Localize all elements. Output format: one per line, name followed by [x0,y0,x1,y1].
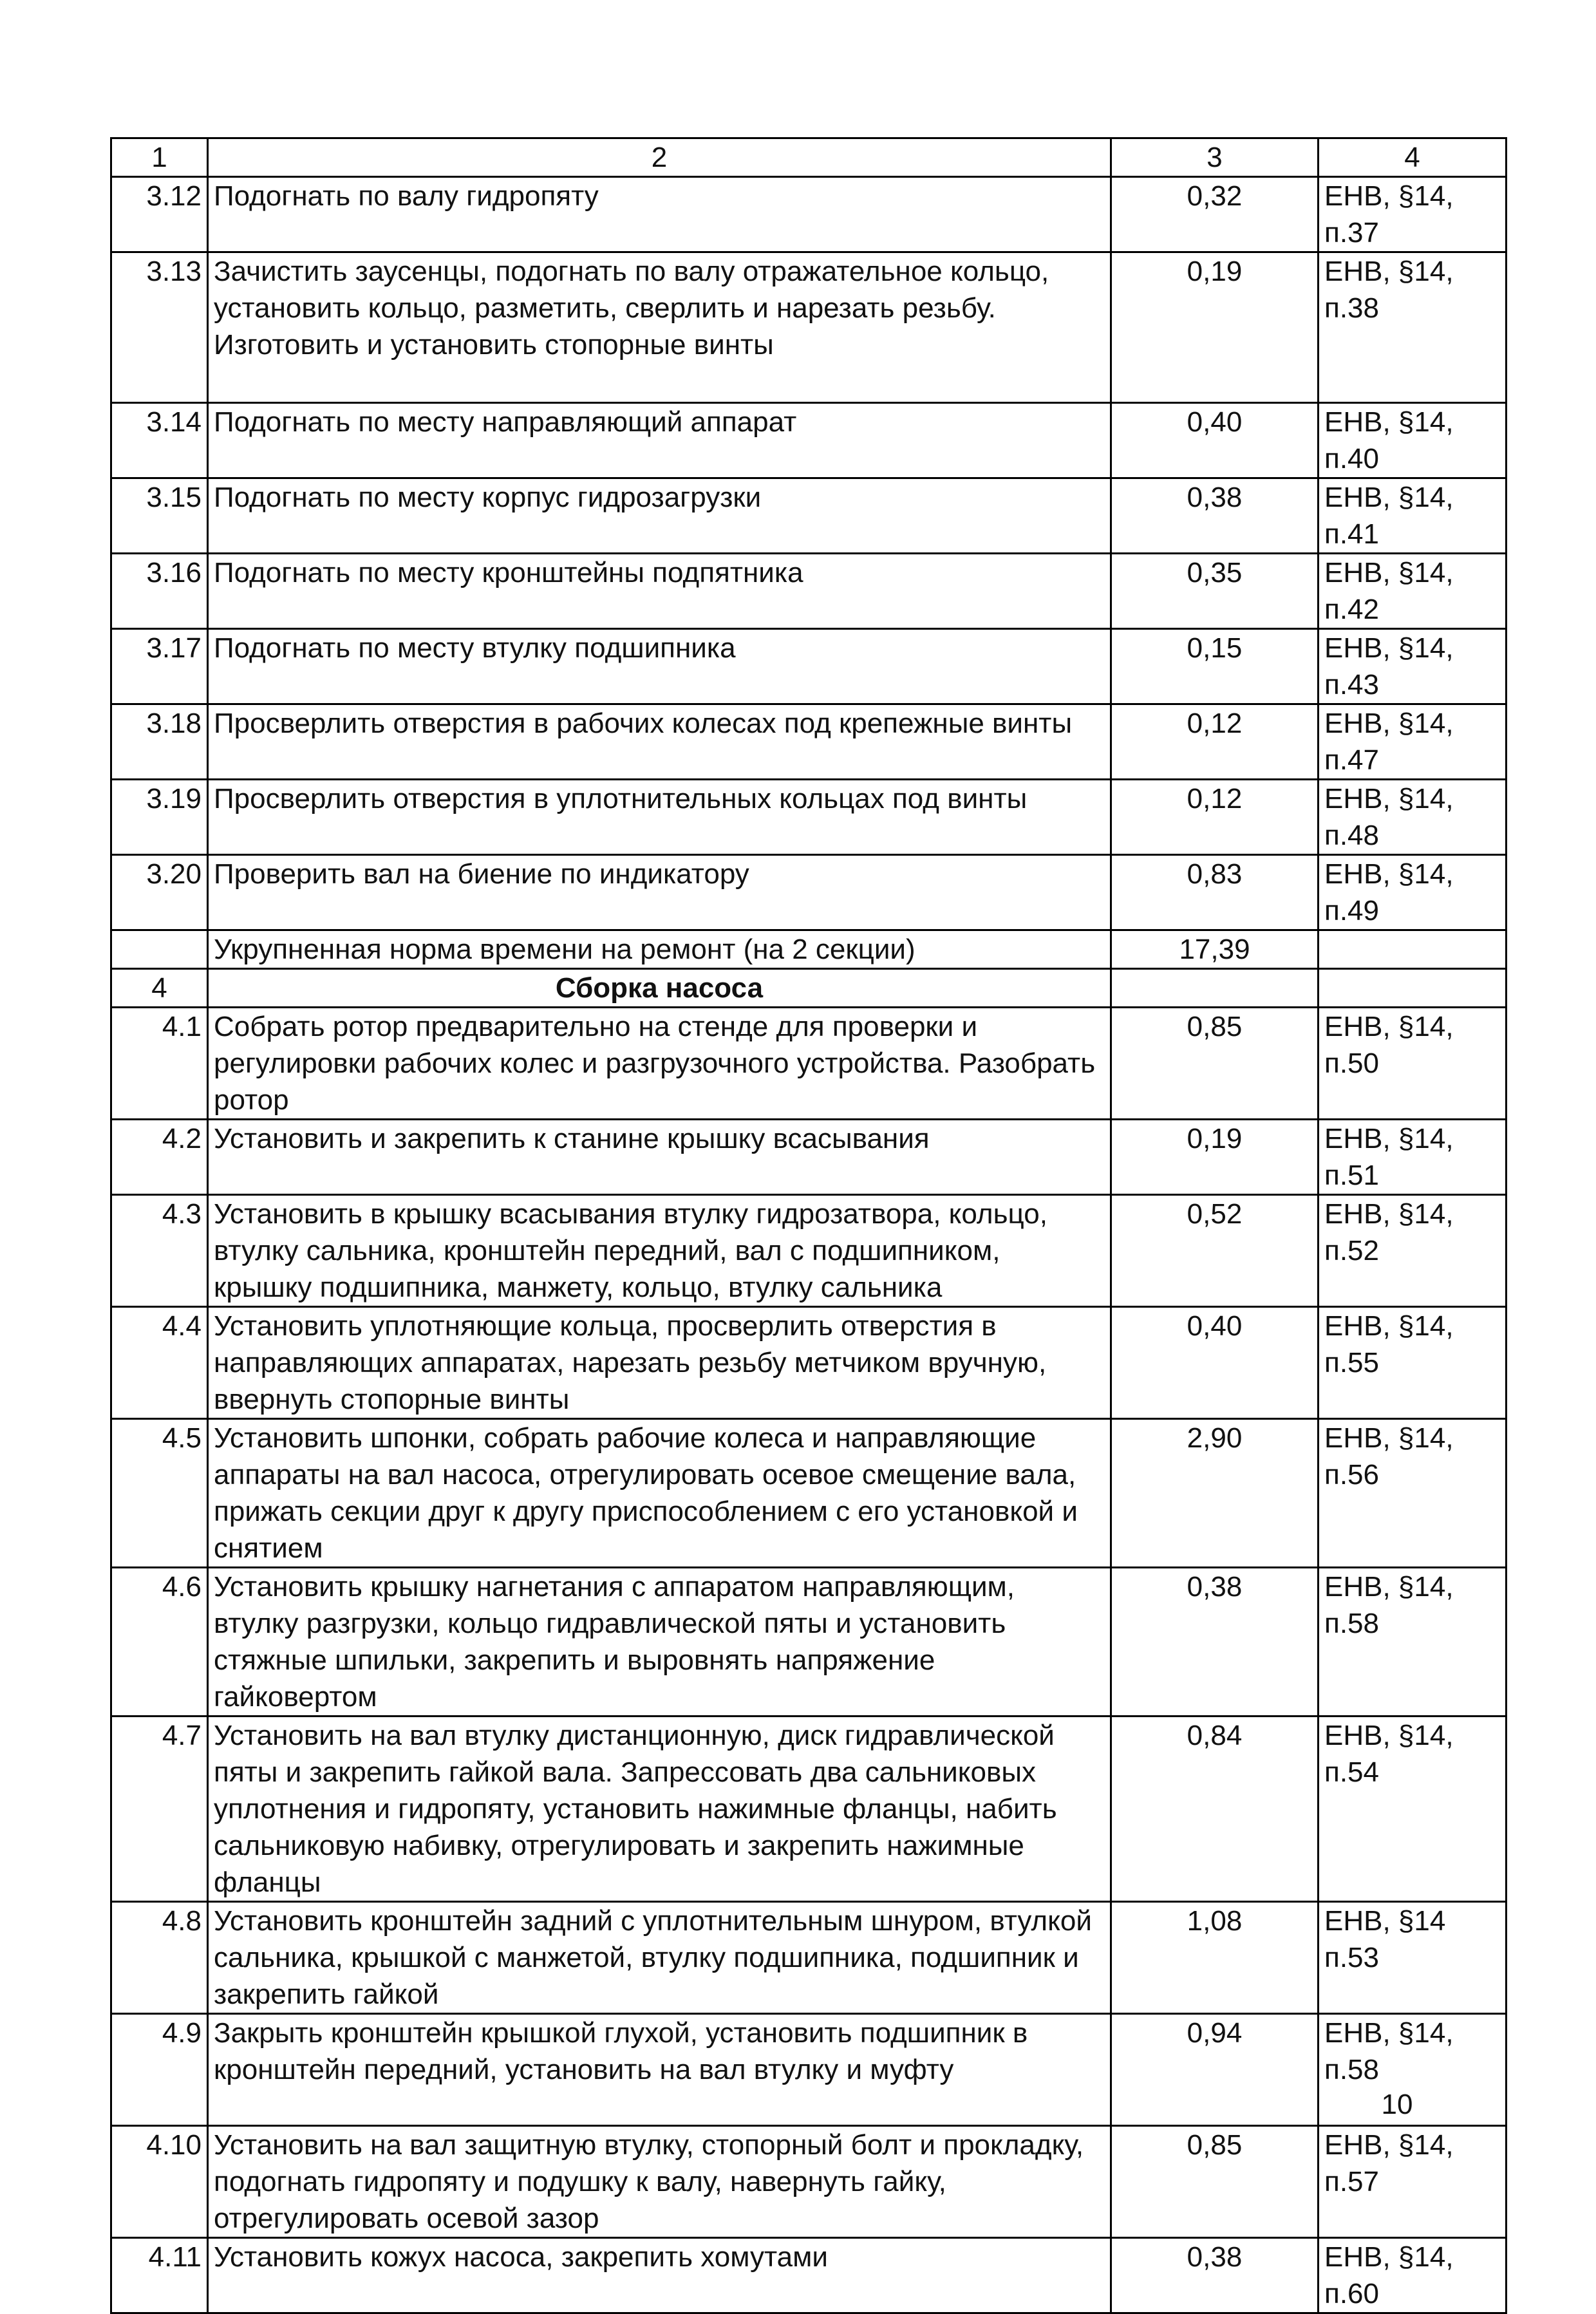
row-reference: ЕНВ, §14, п.37 [1319,177,1507,252]
row-description: Подогнать по месту кронштейны подпятника [208,554,1111,629]
row-description: Просверлить отверстия в уплотнительных кольцах под винты [208,780,1111,855]
table-row [111,1902,1507,2014]
row-reference: ЕНВ, §14, п.60 [1319,2238,1507,2313]
table-row [111,1120,1507,1195]
row-number: 3.18 [111,704,208,780]
header-col-3: 3 [1111,138,1319,177]
row-reference: ЕНВ, §14, п.51 [1319,1120,1507,1195]
row-number: 4.7 [111,1717,208,1902]
row-reference: ЕНВ, §14, п.48 [1319,780,1507,855]
table-row [111,855,1507,930]
row-number [111,930,208,969]
table-row [111,2126,1507,2238]
header-col-4: 4 [1319,138,1507,177]
row-time-norm: 0,19 [1111,1120,1319,1195]
row-number: 4.6 [111,1568,208,1717]
row-time-norm: 0,35 [1111,554,1319,629]
row-number: 4.1 [111,1008,208,1120]
row-reference: ЕНВ, §14, п.57 [1319,2126,1507,2238]
table-row [111,1307,1507,1419]
table-header-row [111,138,1507,177]
header-col-1: 1 [111,138,208,177]
row-reference: ЕНВ, §14, п.38 [1319,252,1507,403]
table-row [111,1568,1507,1717]
row-description: Подогнать по валу гидропяту [208,177,1111,252]
row-time-norm: 0,84 [1111,1717,1319,1902]
row-description: Установить кожух насоса, закрепить хомутами [208,2238,1111,2313]
row-number: 4.9 [111,2014,208,2126]
row-description: Установить и закрепить к станине крышку всасывания [208,1120,1111,1195]
row-reference: ЕНВ, §14, п.43 [1319,629,1507,704]
table-row [111,252,1507,403]
row-description: Собрать ротор предварительно на стенде для проверки и регулировки рабочих колес и разгрузочного устройства. Разобрать ротор [208,1008,1111,1120]
row-time-norm: 0,38 [1111,2238,1319,2313]
row-reference [1319,930,1507,969]
row-reference: ЕНВ, §14, п.55 [1319,1307,1507,1419]
row-reference: ЕНВ, §14, п.54 [1319,1717,1507,1902]
table-row [111,629,1507,704]
row-description: Установить на вал защитную втулку, стопорный болт и прокладку, подогнать гидропяту и подушку к валу, навернуть гайку, отрегулировать осевой зазор [208,2126,1111,2238]
row-description: Установить на вал втулку дистанционную, диск гидравлической пяты и закрепить гайкой вала. Запрессовать два сальниковых уплотнения и гидропяту, установить нажимные фланцы, набить сальниковую набивку, отрегулировать и закрепить нажимные фланцы [208,1717,1111,1902]
row-reference: ЕНВ, §14, п.58 [1319,2014,1507,2126]
table-row [111,1008,1507,1120]
row-number: 4.3 [111,1195,208,1307]
table-row [111,1717,1507,1902]
time-norms-table [110,137,1507,2314]
row-description: Установить шпонки, собрать рабочие колеса и направляющие аппараты на вал насоса, отрегулировать осевое смещение вала, прижать секции друг к другу приспособлением с его установкой и снятием [208,1419,1111,1568]
row-number: 4.8 [111,1902,208,2014]
row-time-norm: 0,19 [1111,252,1319,403]
row-reference: ЕНВ, §14, п.47 [1319,704,1507,780]
row-time-norm: 0,38 [1111,478,1319,554]
table-row [111,177,1507,252]
row-number: 3.12 [111,177,208,252]
row-number: 3.20 [111,855,208,930]
row-description: Укрупненная норма времени на ремонт (на 2 секции) [208,930,1111,969]
row-time-norm: 0,40 [1111,1307,1319,1419]
row-number: 3.19 [111,780,208,855]
row-time-norm: 0,15 [1111,629,1319,704]
section-title: Сборка насоса [208,969,1111,1008]
table-row [111,704,1507,780]
row-reference: ЕНВ, §14, п.40 [1319,403,1507,478]
row-number: 3.17 [111,629,208,704]
row-number: 3.15 [111,478,208,554]
row-reference: ЕНВ, §14, п.58 [1319,1568,1507,1717]
row-time-norm: 0,12 [1111,704,1319,780]
row-description: Подогнать по месту направляющий аппарат [208,403,1111,478]
row-description: Проверить вал на биение по индикатору [208,855,1111,930]
header-col-2: 2 [208,138,1111,177]
table-row [111,1419,1507,1568]
row-time-norm: 0,94 [1111,2014,1319,2126]
table-row-total [111,930,1507,969]
row-time-norm: 0,40 [1111,403,1319,478]
table-row-section-heading [111,969,1507,1008]
row-description: Установить крышку нагнетания с аппаратом направляющим, втулку разгрузки, кольцо гидравлической пяты и установить стяжные шпильки, закрепить и выровнять напряжение гайковертом [208,1568,1111,1717]
row-reference: ЕНВ, §14, п.41 [1319,478,1507,554]
row-number: 4.11 [111,2238,208,2313]
row-time-norm: 0,52 [1111,1195,1319,1307]
row-time-norm: 0,38 [1111,1568,1319,1717]
row-time-norm: 0,12 [1111,780,1319,855]
row-description: Установить кронштейн задний с уплотнительным шнуром, втулкой сальника, крышкой с манжетой, втулку подшипника, подшипник и закрепить гайкой [208,1902,1111,2014]
row-time-norm: 2,90 [1111,1419,1319,1568]
row-time-norm: 0,83 [1111,855,1319,930]
row-number: 4.4 [111,1307,208,1419]
table-row [111,403,1507,478]
row-time-norm: 1,08 [1111,1902,1319,2014]
row-number: 4.2 [111,1120,208,1195]
row-description: Установить в крышку всасывания втулку гидрозатвора, кольцо, втулку сальника, кронштейн передний, вал с подшипником, крышку подшипника, манжету, кольцо, втулку сальника [208,1195,1111,1307]
row-reference: ЕНВ, §14, п.56 [1319,1419,1507,1568]
table-row [111,1195,1507,1307]
row-number: 4.5 [111,1419,208,1568]
table-row [111,478,1507,554]
row-time-norm: 17,39 [1111,930,1319,969]
row-reference: ЕНВ, §14, п.42 [1319,554,1507,629]
row-reference: ЕНВ, §14, п.49 [1319,855,1507,930]
row-time-norm [1111,969,1319,1008]
row-description: Установить уплотняющие кольца, просверлить отверстия в направляющих аппаратах, нарезать резьбу метчиком вручную, ввернуть стопорные винты [208,1307,1111,1419]
row-description: Подогнать по месту втулку подшипника [208,629,1111,704]
row-number: 4.10 [111,2126,208,2238]
row-description: Зачистить заусенцы, подогнать по валу отражательное кольцо, установить кольцо, разметить, сверлить и нарезать резьбу. Изготовить и установить стопорные винты [208,252,1111,403]
table-row [111,780,1507,855]
table-row [111,554,1507,629]
table-row [111,2014,1507,2126]
row-description: Закрыть кронштейн крышкой глухой, установить подшипник в кронштейн передний, установить на вал втулку и муфту [208,2014,1111,2126]
row-time-norm: 0,32 [1111,177,1319,252]
row-description: Просверлить отверстия в рабочих колесах под крепежные винты [208,704,1111,780]
row-reference: ЕНВ, §14, п.50 [1319,1008,1507,1120]
row-reference: ЕНВ, §14 п.53 [1319,1902,1507,2014]
row-number: 3.14 [111,403,208,478]
page-number: 10 [1381,2089,1413,2120]
row-time-norm: 0,85 [1111,2126,1319,2238]
row-reference: ЕНВ, §14, п.52 [1319,1195,1507,1307]
row-number: 3.13 [111,252,208,403]
row-reference [1319,969,1507,1008]
row-description: Подогнать по месту корпус гидрозагрузки [208,478,1111,554]
row-number: 3.16 [111,554,208,629]
row-number: 4 [111,969,208,1008]
table-row [111,2238,1507,2313]
row-time-norm: 0,85 [1111,1008,1319,1120]
